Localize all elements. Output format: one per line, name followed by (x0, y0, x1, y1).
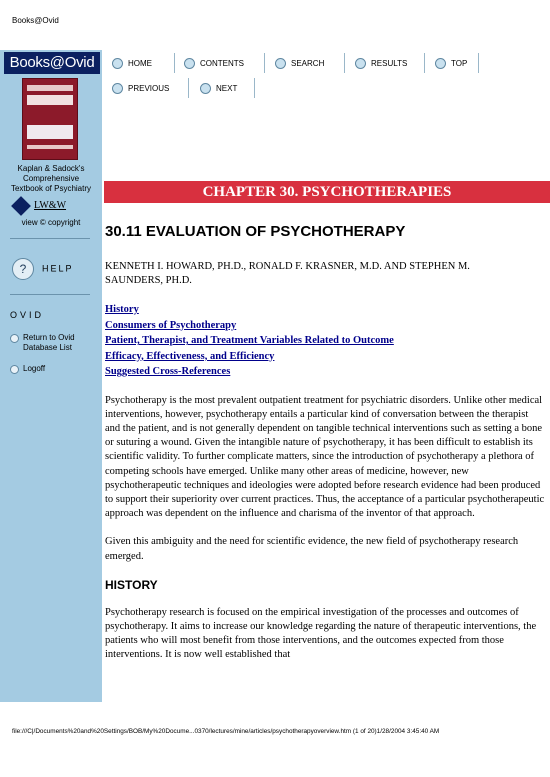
nav-next-button[interactable]: NEXT (200, 80, 237, 98)
nav-home-button[interactable]: HOME (112, 55, 152, 73)
nav-top-button[interactable]: TOP (435, 55, 467, 73)
nav-ball-icon (112, 83, 123, 94)
nav-ball-icon (184, 58, 195, 69)
nav-ball-icon (355, 58, 366, 69)
paragraph: Given this ambiguity and the need for scientific evidence, the new field of psychotherapy research emerged. (105, 536, 519, 562)
bullet-icon (10, 334, 19, 343)
sidebar-divider (10, 238, 90, 239)
publisher-link[interactable]: LW&W (14, 196, 66, 216)
books-at-ovid-logo[interactable]: Books@Ovid (4, 52, 100, 74)
toc-link-history[interactable]: History (105, 304, 139, 315)
nav-search-button[interactable]: SEARCH (275, 55, 324, 73)
return-to-ovid-link[interactable]: Return to Ovid Database List (10, 333, 75, 353)
help-question-icon: ? (12, 258, 34, 280)
article-content (105, 222, 545, 663)
sidebar-divider (10, 294, 90, 295)
nav-ball-icon (112, 58, 123, 69)
nav-previous-button[interactable]: PREVIOUS (112, 80, 169, 98)
nav-separator (264, 53, 265, 73)
nav-separator (174, 53, 175, 73)
paragraph: Psychotherapy is the most prevalent outpatient treatment for psychiatric disorders. Unlike other medical interventions, however, psychotherapy entails a particular kind of conversation between the therapist and the patient, and is not generally dependent on tangible technical interventions such as setting a bone or suturing a wound. Given the intangible nature of psychotherapy, it has been difficult to establish its scientific validity. To further complicate matters, since the introduction of psychotherapy a plethora of competing schools have emerged. Unlike many other areas of medicine, however, new psychotherapeutic techniques and ideologies were adopted before research evidence had been produced to support their superiority over current practices. Thus, the acceptance of a particular psychotherapeutic approach was dependent on the influence and charisma of the inventor of that approach. (105, 394, 545, 520)
toc-link-efficacy[interactable]: Efficacy, Effectiveness, and Efficiency (105, 350, 275, 362)
logoff-link[interactable]: Logoff (10, 364, 45, 374)
view-copyright-link[interactable]: view © copyright (21, 218, 81, 227)
file-path-footer: file:///C|/Documents%20and%20Settings/BOB/My%20Docume...0370/lectures/mine/articles/psychotherapyoverview.htm (1 of 20)1/28/2004 3:45:40 AM (12, 728, 440, 735)
table-of-contents (105, 302, 545, 380)
window-title: Books@Ovid (12, 16, 59, 25)
nav-separator (344, 53, 345, 73)
nav-ball-icon (200, 83, 211, 94)
book-title: Kaplan & Sadock's Comprehensive Textbook of Psychiatry (10, 164, 92, 193)
nav-separator (188, 78, 189, 98)
nav-ball-icon (275, 58, 286, 69)
history-heading: HISTORY (105, 577, 158, 592)
nav-separator (424, 53, 425, 73)
nav-ball-icon (435, 58, 446, 69)
section-title: 30.11 EVALUATION OF PSYCHOTHERAPY (105, 223, 406, 240)
book-cover-image[interactable] (22, 78, 78, 160)
ovid-section-label: OVID (10, 310, 45, 320)
toc-link-consumers[interactable]: Consumers of Psychotherapy (105, 319, 237, 331)
chapter-banner: CHAPTER 30. PSYCHOTHERAPIES (104, 181, 550, 203)
bullet-icon (10, 365, 19, 374)
top-navigation (104, 50, 550, 102)
paragraph: Psychotherapy research is focused on the empirical investigation of the processes and outcomes of psychotherapy. It aims to increase our knowledge regarding the nature of therapeutic interventions, the patients who will most benefit from those interventions, and the outcomes expected from those interventions. It is now well established that (105, 606, 537, 661)
nav-contents-button[interactable]: CONTENTS (184, 55, 244, 73)
publisher-logo-icon (11, 196, 31, 216)
toc-link-cross-references[interactable]: Suggested Cross-References (105, 366, 231, 377)
nav-separator (478, 53, 479, 73)
help-button[interactable]: ? HELP (12, 258, 74, 280)
nav-separator (254, 78, 255, 98)
toc-link-variables[interactable]: Patient, Therapist, and Treatment Variables Related to Outcome (105, 335, 394, 346)
authors: KENNETH I. HOWARD, PH.D., RONALD F. KRASNER, M.D. AND STEPHEN M. SAUNDERS, PH.D. (105, 261, 470, 286)
nav-results-button[interactable]: RESULTS (355, 55, 407, 73)
sidebar (0, 50, 102, 702)
